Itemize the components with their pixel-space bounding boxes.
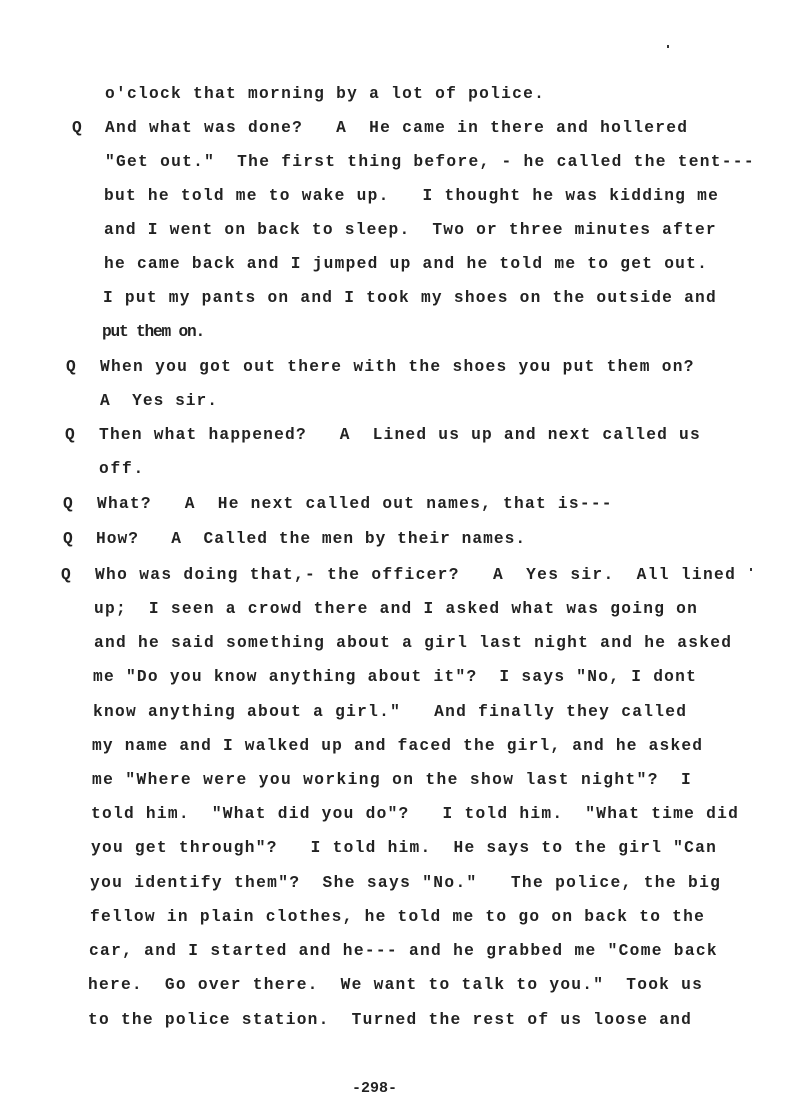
transcript-line: me "Do you know anything about it"? I says "No, I dont [93,668,698,686]
transcript-line: Then what happened? A Lined us up and next called us [99,426,701,444]
transcript-line: A Yes sir. [100,392,218,410]
transcript-line: to the police station. Turned the rest of us loose and [88,1011,693,1029]
question-marker: Q [63,495,73,513]
transcript-line: up; I seen a crowd there and I asked what was going on [94,600,699,618]
transcript-line: off. [99,460,146,478]
transcript-line: know anything about a girl." And finally they called [93,703,688,721]
transcript-line: Who was doing that,- the officer? A Yes sir. All lined [95,566,737,584]
transcript-line: he came back and I jumped up and he told me to get out. [104,255,709,273]
transcript-line: fellow in plain clothes, he told me to go on back to the [90,908,706,926]
transcript-line: you identify them"? She says "No." The police, the big [90,874,722,892]
transcript-line: me "Where were you working on the show last night"? I [92,771,693,789]
transcript-line: my name and I walked up and faced the girl, and he asked [92,737,704,755]
transcript-line: but he told me to wake up. I thought he was kidding me [104,187,720,205]
scan-speck [667,45,669,48]
transcript-line: and he said something about a girl last night and he asked [94,634,733,652]
transcript-line: o'clock that morning by a lot of police. [105,85,546,103]
transcript-line: here. Go over there. We want to talk to you." Took us [88,976,704,994]
transcript-line: "Get out." The first thing before, - he called the tent--- [105,153,755,171]
transcript-line: How? A Called the men by their names. [96,530,527,548]
question-marker: Q [65,426,75,444]
transcript-line: And what was done? A He came in there and hollered [105,119,689,137]
question-marker: Q [61,566,71,584]
page-number: -298- [352,1080,398,1097]
transcript-line: and I went on back to sleep. Two or three minutes after [104,221,717,239]
transcript-line: put them on. [102,323,205,341]
transcript-line: you get through"? I told him. He says to the girl "Can [91,839,718,857]
question-marker: Q [63,530,73,548]
transcript-line: What? A He next called out names, that is--- [97,495,613,513]
transcript-line: car, and I started and he--- and he grabbed me "Come back [89,942,718,960]
question-marker: Q [72,119,82,137]
transcript-line: I put my pants on and I took my shoes on the outside and [103,289,717,307]
transcript-line: When you got out there with the shoes you put them on? [100,358,695,376]
question-marker: Q [66,358,76,376]
scan-speck [750,568,752,571]
transcript-line: told him. "What did you do"? I told him. "What time did [91,805,740,823]
